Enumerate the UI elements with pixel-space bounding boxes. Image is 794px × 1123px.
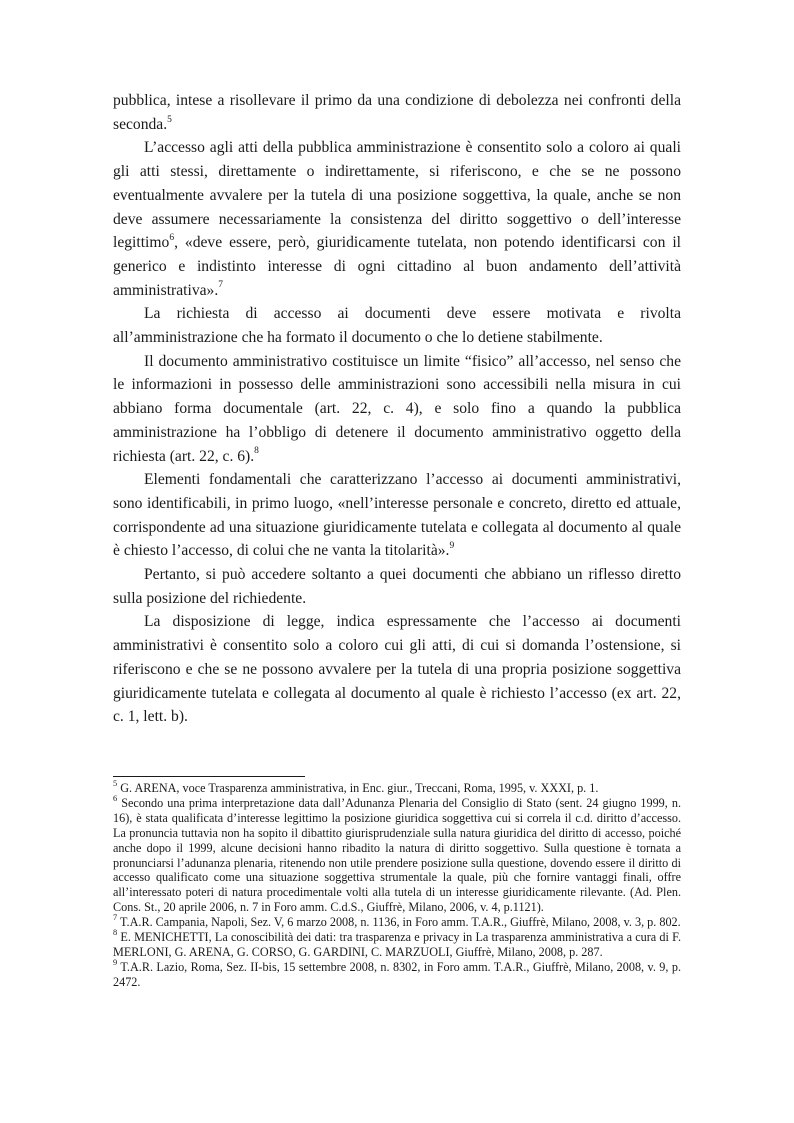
paragraph-6 xyxy=(113,610,681,729)
footnote-number: 6 xyxy=(113,793,118,803)
paragraph-1 xyxy=(113,136,681,302)
footnote-number: 8 xyxy=(113,928,118,937)
footnote-text: T.A.R. Lazio, Roma, Sez. II-bis, 15 settembre 2008, n. 8302, in Foro amm. T.A.R., Giuffrè, Milano, 2008, v. 9, p. 2472. xyxy=(113,959,681,989)
footnote-5 xyxy=(113,778,681,796)
paragraph-4 xyxy=(113,468,681,563)
paragraph-text: Il documento amministrativo costituisce un limite “fisico” all’accesso, nel senso che le informazioni in possesso delle amministrazioni sono accessibili nella misura in cui abbiano forma documentale (art. 22, c. 4), e solo fino a quando la pubblica amministrazione ha l’obbligo di detenere il documento amministrativo oggetto della richiesta (art. 22, c. 6). xyxy=(113,352,681,465)
main-text xyxy=(113,89,681,729)
footnote-text: G. ARENA, voce Trasparenza amministrativa, in Enc. giur., Treccani, Roma, 1995, v. XXXI, p. 1. xyxy=(117,781,599,795)
footnote-ref-5[interactable]: 5 xyxy=(167,114,172,125)
footnote-ref-6[interactable]: 6 xyxy=(169,233,175,244)
footnote-separator xyxy=(113,776,305,777)
paragraph-text: pubblica, intese a risollevare il primo da una condizione di debolezza nei confronti della seconda. xyxy=(113,92,681,133)
footnote-number: 7 xyxy=(113,913,118,923)
paragraph-text: , «deve essere, però, giuridicamente tutelata, non potendo identificarsi con il generico e indistinto interesse di ogni cittadino al buon andamento dell’attività amministrativa». xyxy=(113,234,681,299)
paragraph-text: La disposizione di legge, indica espressamente che l’accesso ai documenti amministrativi è consentito solo a coloro cui gli atti, di cui si domanda l’ostensione, si riferiscono e che se ne possono avvalere per la tutela di una propria posizione soggettiva giuridicamente tutelata e collegata al documento al quale è richiesto l’accesso (ex art. 22, c. 1, lett. b). xyxy=(113,613,681,726)
paragraph-0 xyxy=(113,89,681,136)
footnote-number: 5 xyxy=(113,778,118,788)
footnote-9 xyxy=(113,957,681,990)
paragraph-text: Pertanto, si può accedere soltanto a quei documenti che abbiano un riflesso diretto sulla posizione del richiedente. xyxy=(113,566,681,607)
footnote-7 xyxy=(113,915,681,930)
footnote-number: 9 xyxy=(113,957,118,967)
paragraph-text: Elementi fondamentali che caratterizzano l’accesso ai documenti amministrativi, sono identificabili, in primo luogo, «nell’interesse personale e concreto, diretto ed attuale, corrispondente ad una situazione giuridicamente tutelata e collegata al documento al quale è chiesto l’accesso, di colui che ne vanta la titolarità». xyxy=(113,471,681,560)
footnote-8 xyxy=(113,930,681,960)
paragraph-2 xyxy=(113,302,681,349)
footnotes xyxy=(113,778,681,990)
footnote-text: Secondo una prima interpretazione data dall’Adunanza Plenaria del Consiglio di Stato (sent. 24 giugno 1999, n. 16), è stata qualificata d’interesse legittimo la posizione giuridica soggettiva cui si correla il c.d. diritto d’accesso. La pronuncia tuttavia non ha sopito il dibattito giurisprudenziale sulla natura giuridica del diritto di accesso, poiché anche dopo il 1999, alcune decisioni hanno ribadito la natura di diritto soggettivo. Sulla questione è tornata a pronunciarsi l’adunanza plenaria, ritenendo non utile prendere posizione sulla questione, dovendo essere il diritto di accesso qualificato come una situazione soggettiva strumentale la quale, più che fornire vantaggi finali, offre all’interessato poteri di natura procedimentale volti alla tutela di un interesse giuridicamente rilevante. (Ad. Plen. Cons. St., 20 aprile 2006, n. 7 in Foro amm. C.d.S., Giuffrè, Milano, 2006, v. 4, p.1121). xyxy=(113,795,681,915)
footnote-text: E. MENICHETTI, La conoscibilità dei dati: tra trasparenza e privacy in La trasparenza amministrativa a cura di F. MERLONI, G. ARENA, G. CORSO, G. GARDINI, C. MARZUOLI, Giuffrè, Milano, 2008, p. 287. xyxy=(113,930,681,959)
footnote-ref-7[interactable]: 7 xyxy=(218,280,223,291)
paragraph-text: La richiesta di accesso ai documenti deve essere motivata e rivolta all’amministrazione che ha formato il documento o che lo detiene stabilmente. xyxy=(113,305,681,347)
footnote-6 xyxy=(113,793,681,915)
paragraph-5 xyxy=(113,563,681,610)
footnote-ref-8[interactable]: 8 xyxy=(254,446,259,457)
footnote-ref-9[interactable]: 9 xyxy=(449,541,455,552)
footnote-text: T.A.R. Campania, Napoli, Sez. V, 6 marzo 2008, n. 1136, in Foro amm. T.A.R., Giuffrè, Milano, 2008, v. 3, p. 802. xyxy=(117,915,681,930)
paragraph-text: L’accesso agli atti della pubblica amministrazione è consentito solo a coloro ai quali gli atti stessi, direttamente o indirettamente, si riferiscono, e che se ne possono eventualmente avvalere per la tutela di una posizione soggettiva, la quale, anche se non deve assumere necessariamente la consistenza del diritto soggettivo o dell’interesse legittimo xyxy=(113,139,681,252)
paragraph-3 xyxy=(113,350,681,469)
